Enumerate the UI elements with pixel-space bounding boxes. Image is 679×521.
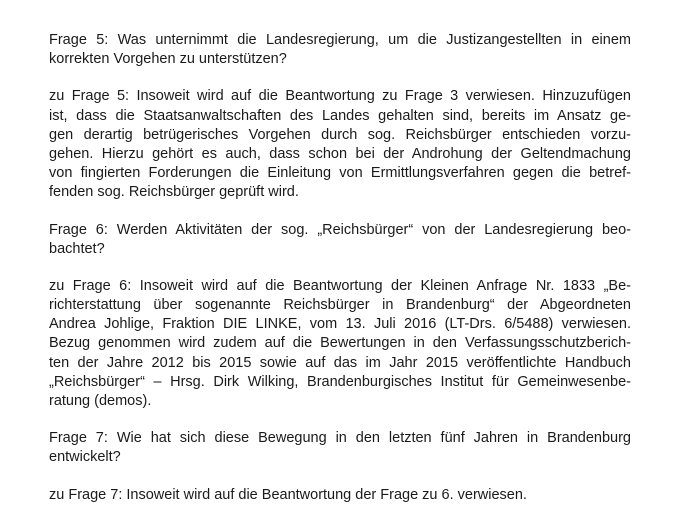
question-6-paragraph (49, 221, 631, 259)
text-line: zu Frage 5: Insoweit wird auf die Beantwortung zu Frage 3 verwiesen. Hinzuzufügen (49, 88, 631, 105)
text-line: Frage 7: Wie hat sich diese Bewegung in den letzten fünf Jahren in Brandenburg (49, 430, 631, 447)
text-line: Frage 6: Werden Aktivitäten der sog. „Reichsbürger“ von der Landesregierung beo- (49, 221, 631, 238)
text-line: zu Frage 7: Insoweit wird auf die Beantwortung der Frage zu 6. verwiesen. (49, 486, 527, 503)
text-line: von fingierten Forderungen die Einleitung von Ermittlungsverfahren gegen die betref- (49, 165, 631, 182)
text-line: entwickelt? (49, 449, 121, 466)
document-body (49, 31, 631, 505)
question-5-paragraph (49, 31, 631, 69)
text-line: zu Frage 6: Insoweit wird auf die Beantwortung der Kleinen Anfrage Nr. 1833 „Be- (49, 277, 631, 294)
text-line: gen derartig betrügerisches Vorgehen durch sog. Reichsbürger entschieden vorzu- (49, 126, 631, 143)
text-line: „Reichsbürger“ – Hrsg. Dirk Wilking, Brandenburgisches Institut für Gemeinwesenbe- (49, 373, 631, 390)
text-line: korrekten Vorgehen zu unterstützen? (49, 51, 287, 68)
text-line: ten der Jahre 2012 bis 2015 sowie auf das im Jahr 2015 veröffentlichte Handbuch (49, 354, 631, 371)
text-line: ratung (demos). (49, 393, 152, 409)
answer-5-paragraph (49, 87, 631, 202)
text-line: Andrea Johlige, Fraktion DIE LINKE, vom 13. Juli 2016 (LT-Drs. 6/5488) verwiesen. (49, 316, 631, 333)
text-line: richterstattung über sogenannte Reichsbürger in Brandenburg“ der Abgeordneten (49, 297, 631, 314)
question-7-paragraph (49, 429, 631, 467)
text-line: Frage 5: Was unternimmt die Landesregierung, um die Justizangestellten in einem (49, 32, 631, 48)
answer-7-paragraph (49, 486, 631, 505)
text-line: gehen. Hierzu gehört es auch, dass schon bei der Androhung der Geltendmachung (49, 145, 631, 162)
text-line: Bezug genommen wird zudem auf die Bewertungen in den Verfassungsschutzberich- (49, 335, 631, 352)
text-line: ist, dass die Staatsanwaltschaften des Landes gehalten sind, bereits im Ansatz ge- (49, 107, 631, 124)
text-line: fenden sog. Reichsbürger geprüft wird. (49, 184, 299, 201)
text-line: bachtet? (49, 240, 105, 257)
answer-6-paragraph (49, 277, 631, 411)
